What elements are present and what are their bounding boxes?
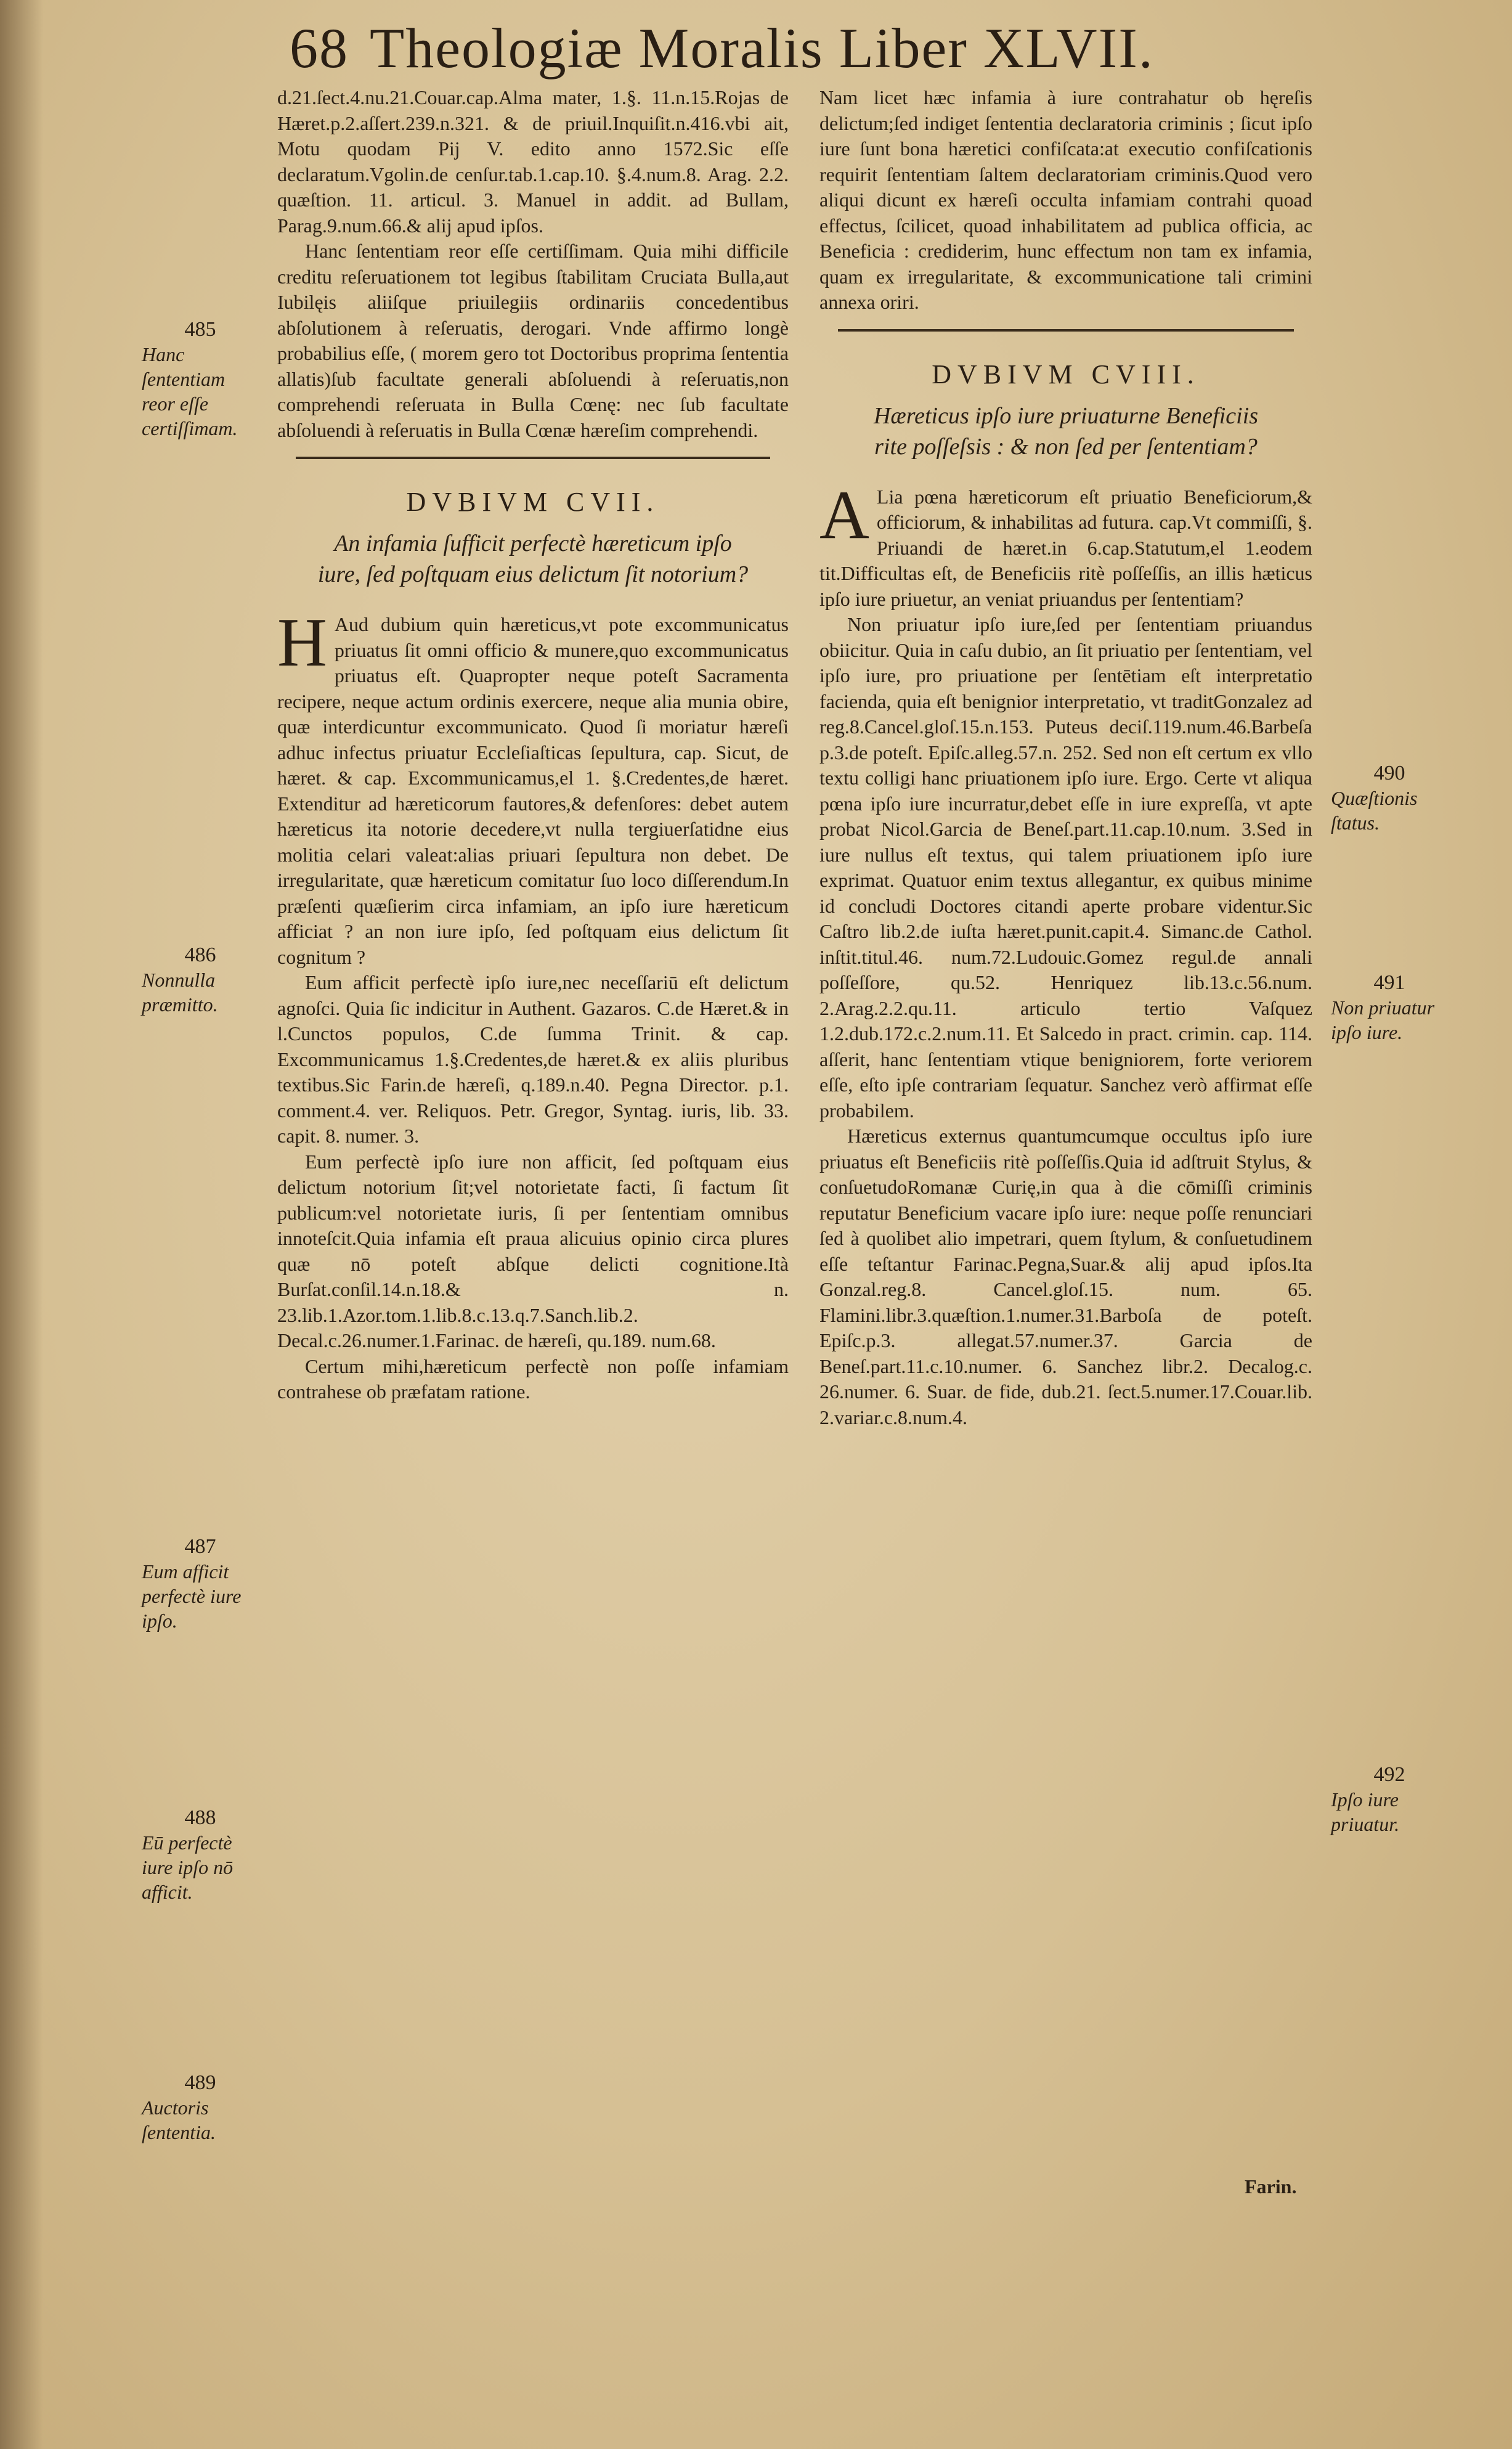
right-column: [819, 85, 1312, 1430]
margin-note-number: 490: [1373, 762, 1405, 784]
question-title-cvii: An infamia ſufficit perfectè hæreticum ipſo iure, ſed poſtquam eius delictum ſit notorium?: [317, 531, 749, 587]
right-body-text-1: Lia pœna hæreticorum eſt priuatio Beneficiorum,& officiorum, & inhabilitas ad futura. cap.Vt commiſſi, §. Priuandi de hæret.in 6.cap.Statutum,el 1.eodem tit.Difficultas eſt, de Beneficiis ritè poſſeſſis, an illis hæticus ipſo iure priuetur, an veniat priuandus per ſententiam?: [819, 485, 1312, 610]
left-body-paragraph-3: Eum perfectè ipſo iure non afficit, ſed poſtquam eius delictum notorium ſit;vel notorietate facti, ſi factum ſit publicum:vel notorietate iuris, ſi per ſententiam omnibus innoteſcit.Quia infamia eſt praua alicuius opinio circa plures quæ nō poteſt abſque delicti cognitione.Ità Burſat.conſil.14.n.18.& n. 23.lib.1.Azor.tom.1.lib.8.c.13.q.7.Sanch.lib.2. Decal.c.26.numer.1.Farinac. de hæreſi, qu.189. num.68.: [277, 1150, 789, 1351]
left-intro-paragraph-1: d.21.ſect.4.nu.21.Couar.cap.Alma mater, 1.§. 11.n.15.Rojas de Hæret.p.2.aſſert.239.n.321. & de priuil.Inquiſit.n.416.vbi ait, Motu quodam Pij V. edito anno 1572.Sic eſſe declaratum.Vgolin.de cenſur.tab.1.cap.10. §.4.num.8. Arag. 2.2. quæſtion. 11. articul. 3. Manuel in addit. ad Bullam, Parag.9.num.66.& alij apud ipſos.: [277, 86, 789, 237]
right-intro-paragraph: Nam licet hæc infamia à iure contrahatur ob hęreſis delictum;ſed indiget ſententia declaratoria criminis ; ſicut ipſo iure ſunt bona hæretici confiſcata:at executio confiſcationis requirit ſententiam ſaltem declaratoriam criminis.Quod vero aliqui dicunt ex hæreſi occulta infamiam contrahi quoad effectus, ſcilicet, quoad inhabilitatem ad publica officia, ac Beneficia : crediderim, hunc effectum non tam ex infamia, quam ex irregularitate, & excommunicatione tali crimini annexa oriri.: [819, 86, 1312, 313]
margin-note-text: Non priuatur ipſo iure.: [1331, 996, 1435, 1043]
margin-note-text: Ipſo iure priuatur.: [1331, 1788, 1400, 1835]
margin-note-number: 491: [1373, 971, 1405, 994]
margin-note-487: [142, 1534, 259, 1633]
margin-note-text: Hanc ſententiam reor eſſe certiſſimam.: [142, 343, 238, 439]
margin-note-488: [142, 1806, 259, 1904]
right-body-paragraph-1: [819, 476, 1312, 613]
margin-note-number: 487: [184, 1535, 216, 1558]
left-body-paragraph-2: Eum afficit perfectè ipſo iure,nec neceſſariū eſt delictum agnoſci. Quia ſic indicitur in Authent. Gazaros. C.de Hæret.& in l.Cunctos populos, C.de ſumma Trinit. & cap. Excommunicamus 1.§.Credentes,de hæret.& ex aliis pluribus textibus.Sic Farin.de hæreſi, q.189.n.40. Pegna Director. p.1. comment.4. ver. Reliquos. Petr. Gregor, Syntag. iuris, lib. 33. capit. 8. numer. 3.: [277, 971, 789, 1147]
left-intro-paragraph-2: Hanc ſententiam reor eſſe certiſſimam. Quia mihi difficile creditu reſeruationem tot legibus ſtabilitam Cruciata Bulla,aut Iubilęis aliiſque priuilegiis ordinariis concedentibus abſolutionem à reſeruatis, derogari. Vnde affirmo longè probabilius eſſe, ( morem gero tot Doctoribus proprima ſententia allatis)ſub facultate generali abſoluendi à reſeruatis,non comprehendi reſeruata in Bulla Cœnę: nec ſub facultate abſoluendi à reſeruatis in Bulla Cœnæ hæreſim comprehendi.: [277, 240, 789, 441]
catchword: Farin.: [1245, 2175, 1297, 2198]
margin-note-number: 492: [1373, 1763, 1405, 1786]
margin-note-text: Auctoris ſententia.: [142, 2097, 216, 2143]
binding-gutter: [0, 0, 43, 2449]
margin-note-number: 485: [184, 318, 216, 341]
margin-note-number: 489: [184, 2071, 216, 2094]
left-body-text-1: Aud dubium quin hæreticus,vt pote excommunicatus priuatus ſit omni officio & munere,quo excommunicatus priuatus eſt. Quapropter neque poteſt Sacramenta recipere, neque actum ordinis exercere, neque alia munia obire, quæ interdicuntur excommunicato. Quod ſi moriatur hæreſi adhuc infectus priuatur Eccleſiaſticas ſepultura, cap. Sicut, de hæret. & cap. Excommunicamus,el 1. §.Credentes,de hæret. Extenditur ad hæreticorum fautores,& defenſores: debet autem hæreticus ita notorie decedere,vt nulla tergiuerſatidne eius molitia celari valeat:alias priuari ſepultura non debet. De irregularitate, quæ hæreticum comitatur ſuo loco diſſerendum.In præſenti quæſierim circa infamiam, an ipſo iure hæreticum afficiat ? an non iure ipſo, ſed poſtquam eius delictum ſit cognitum ?: [277, 613, 789, 968]
left-body-paragraph-4: Certum mihi,hæreticum perfectè non poſſe infamiam contrahese ob præfatam ratione.: [277, 1355, 789, 1403]
left-body-paragraph-1: [277, 605, 789, 970]
question-title-cviii: Hæreticus ipſo iure priuaturne Beneficiis rite poſſeſsis : & non ſed per ſententiam?: [873, 402, 1259, 460]
dropcap: H: [277, 605, 327, 681]
margin-note-text: Eum afficit perfectè iure ipſo.: [142, 1560, 242, 1632]
margin-note-text: Eū perfectè iure ipſo nō afficit.: [142, 1832, 234, 1903]
section-rule: [838, 329, 1294, 332]
right-body-paragraph-2: Non priuatur ipſo iure,ſed per ſententiam priuandus obiicitur. Quia in caſu dubio, an ſit priuatio per ſententiam, vel ipſo iure, pro priuatione per ſentētiam eſt interpretatio facienda, quia eſt benignior interpretatio, vt traditGonzalez ad reg.8.Cancel.gloſ.15.n.153. Puteus deciſ.119.num.46.Barbeſa p.3.de poteſt. Epiſc.alleg.57.n. 252. Sed non eſt certum ex vllo textu colligi hanc priuationem ipſo iure. Ergo. Certe vt aliqua pœna ipſo iure incurratur,debet eſſe in iure expreſſa, vt apte probat Nicol.Garcia de Beneſ.part.11.cap.10.num. 3.Sed in iure nullus eſt textus, qui talem priuationem ipſo iure exprimat. Quatuor enim textus allegantur, ex quibus minime id concludi Doctores citandi aperte probare videntur.Sic Caſtro lib.2.de iuſta hæret.punit.capit.4. Simanc.de Cathol. inſtit.titul.46. num.72.Ludouic.Gomez regul.de annali poſſeſſore, qu.52. Henriquez lib.13.c.56.num. 2.Arag.2.2.qu.11. articulo tertio Vaſquez 1.2.dub.172.c.2.num.11. Et Salcedo in pract. crimin. cap. 114. aſſerit, hanc ſententiam vtique benigniorem, forte veriorem eſſe, eſto ipſe contrariam ſequatur. Sanchez verò affirmat eſſe probabilem.: [819, 613, 1312, 1122]
margin-note-485: [142, 317, 259, 441]
margin-note-text: Nonnulla præmitto.: [142, 969, 218, 1016]
margin-note-number: 488: [184, 1806, 216, 1829]
running-header: [290, 17, 1325, 79]
left-column: [277, 85, 789, 1405]
margin-note-491: [1331, 971, 1448, 1045]
margin-note-492: [1331, 1762, 1448, 1836]
section-rule: [296, 457, 770, 459]
margin-note-490: [1331, 761, 1448, 835]
page-number: 68: [290, 17, 349, 79]
margin-note-text: Quæſtionis ſtatus.: [1331, 787, 1418, 834]
dropcap: A: [819, 476, 869, 553]
running-title: Theologiæ Moralis Liber XLVII.: [370, 17, 1154, 79]
right-body-paragraph-3: Hæreticus externus quantumcumque occultus ipſo iure priuatus eſt Beneficiis ritè poſſeſſis.Quia id adſtruit Stylus, & conſuetudoRomanæ Curię,in qua à die cōmiſſi criminis reputatur Beneficium vacare ipſo iure: neque poſſe renunciari ſed à quolibet alio impetrari, quem ſtylum, & conſuetudinem eſſe teſtantur Farinac.Pegna,Suar.& alij apud ipſos.Ita Gonzal.reg.8. Cancel.gloſ.15. num. 65. Flamini.libr.3.quæſtion.1.numer.31.Barboſa de poteſt. Epiſc.p.3. allegat.57.numer.37. Garcia de Beneſ.part.11.c.10.numer. 6. Sanchez libr.2. Decalog.c. 26.numer. 6. Suar. de fide, dub.21. ſect.5.numer.17.Couar.lib. 2.variar.c.8.num.4.: [819, 1125, 1312, 1428]
margin-note-489: [142, 2071, 259, 2145]
margin-note-number: 486: [184, 943, 216, 966]
dubium-heading-cvii: DVBIVM CVII.: [406, 487, 660, 517]
margin-note-486: [142, 943, 259, 1017]
dubium-heading-cviii: DVBIVM CVIII.: [932, 359, 1200, 389]
